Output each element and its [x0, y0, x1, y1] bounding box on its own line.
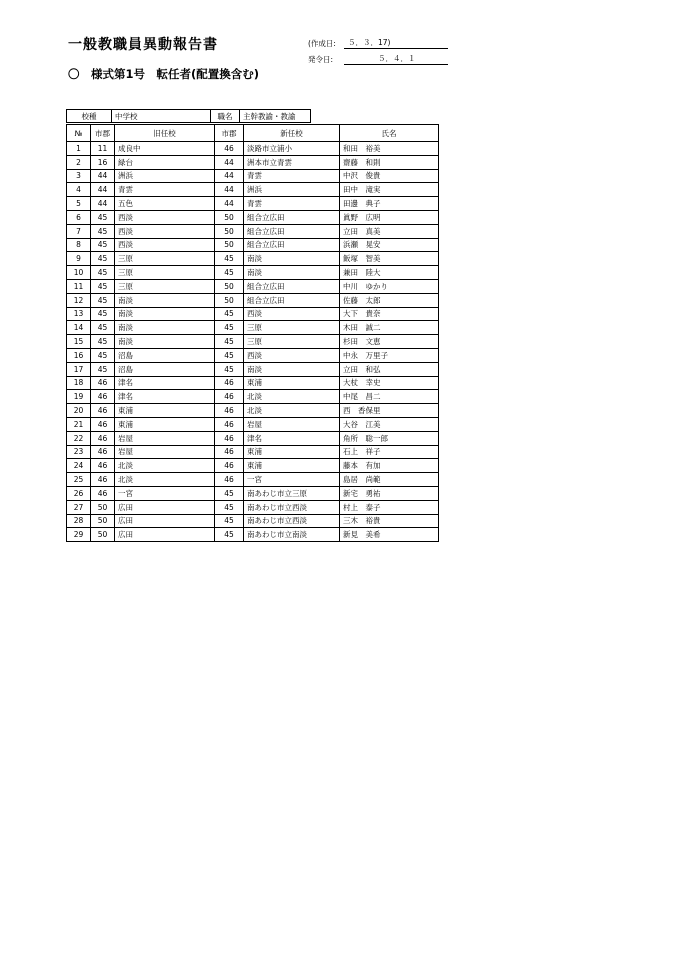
row-old-school: 南淡: [115, 293, 215, 307]
table-row: [67, 252, 439, 266]
row-old-school: 広田: [115, 514, 215, 528]
row-name: 立田 真美: [340, 224, 439, 238]
row-old-school: 五色: [115, 197, 215, 211]
row-new-school: 南淡: [244, 362, 340, 376]
table-header-row: [67, 125, 439, 142]
transfer-table: [66, 124, 439, 542]
row-old-city: 46: [91, 390, 115, 404]
table-row: [67, 445, 439, 459]
row-no: 19: [67, 390, 91, 404]
row-old-city: 50: [91, 528, 115, 542]
row-name: 角所 聡一郎: [340, 431, 439, 445]
row-new-city: 50: [215, 238, 244, 252]
row-name: 大杖 幸史: [340, 376, 439, 390]
row-new-city: 45: [215, 321, 244, 335]
row-name: 大谷 江美: [340, 417, 439, 431]
row-name: 大下 貴奈: [340, 307, 439, 321]
row-old-school: 青雲: [115, 183, 215, 197]
table-row: [67, 362, 439, 376]
row-old-city: 45: [91, 307, 115, 321]
row-old-city: 45: [91, 252, 115, 266]
header-no: №: [67, 125, 91, 142]
row-new-school: 南あわじ市立三原: [244, 486, 340, 500]
table-body: [67, 142, 439, 542]
row-new-city: 45: [215, 528, 244, 542]
row-old-city: 44: [91, 169, 115, 183]
row-new-school: 岩屋: [244, 417, 340, 431]
row-old-school: 南淡: [115, 335, 215, 349]
row-old-school: 沼島: [115, 348, 215, 362]
row-old-city: 45: [91, 266, 115, 280]
row-new-school: 組合立広田: [244, 238, 340, 252]
row-old-school: 東浦: [115, 404, 215, 418]
row-new-school: 津名: [244, 431, 340, 445]
row-name: 木田 誠二: [340, 321, 439, 335]
row-new-school: 一宮: [244, 473, 340, 487]
table-row: [67, 486, 439, 500]
row-old-city: 44: [91, 183, 115, 197]
row-new-city: 45: [215, 486, 244, 500]
row-name: 中川 ゆかり: [340, 279, 439, 293]
row-no: 11: [67, 279, 91, 293]
row-new-school: 組合立広田: [244, 293, 340, 307]
row-no: 23: [67, 445, 91, 459]
row-new-city: 46: [215, 142, 244, 156]
row-old-school: 沼島: [115, 362, 215, 376]
row-no: 15: [67, 335, 91, 349]
table-row: [67, 266, 439, 280]
row-no: 14: [67, 321, 91, 335]
row-new-city: 44: [215, 183, 244, 197]
table-row: [67, 155, 439, 169]
row-old-city: 45: [91, 279, 115, 293]
row-old-school: 広田: [115, 500, 215, 514]
row-new-school: 南あわじ市立西淡: [244, 500, 340, 514]
table-row: [67, 404, 439, 418]
row-old-school: 西淡: [115, 210, 215, 224]
row-new-school: 東浦: [244, 459, 340, 473]
row-new-city: 45: [215, 362, 244, 376]
table-row: [67, 528, 439, 542]
row-new-school: 南淡: [244, 266, 340, 280]
row-old-school: 岩屋: [115, 445, 215, 459]
row-no: 22: [67, 431, 91, 445]
row-new-city: 46: [215, 473, 244, 487]
row-no: 13: [67, 307, 91, 321]
row-new-school: 西淡: [244, 307, 340, 321]
row-name: 新見 美希: [340, 528, 439, 542]
row-old-city: 46: [91, 445, 115, 459]
table-row: [67, 514, 439, 528]
row-old-school: 北淡: [115, 459, 215, 473]
row-old-city: 46: [91, 417, 115, 431]
row-old-school: 三原: [115, 252, 215, 266]
row-old-city: 46: [91, 473, 115, 487]
row-new-city: 46: [215, 431, 244, 445]
school-type-label: 校種: [67, 110, 112, 123]
table-row: [67, 307, 439, 321]
row-name: 田邊 典子: [340, 197, 439, 211]
row-old-city: 46: [91, 459, 115, 473]
row-new-city: 46: [215, 417, 244, 431]
row-new-school: 青雲: [244, 169, 340, 183]
table-row: [67, 142, 439, 156]
row-old-school: 広田: [115, 528, 215, 542]
row-no: 10: [67, 266, 91, 280]
row-no: 28: [67, 514, 91, 528]
row-no: 16: [67, 348, 91, 362]
row-old-school: 緑台: [115, 155, 215, 169]
row-new-school: 三原: [244, 335, 340, 349]
row-new-school: 南あわじ市立西淡: [244, 514, 340, 528]
row-name: 和田 裕美: [340, 142, 439, 156]
created-date-label: (作成日:: [308, 39, 336, 48]
table-row: [67, 169, 439, 183]
row-no: 8: [67, 238, 91, 252]
row-old-city: 11: [91, 142, 115, 156]
table-row: [67, 473, 439, 487]
row-new-school: 三原: [244, 321, 340, 335]
row-name: 村上 泰子: [340, 500, 439, 514]
table-row: [67, 210, 439, 224]
row-old-city: 46: [91, 376, 115, 390]
row-no: 24: [67, 459, 91, 473]
row-no: 2: [67, 155, 91, 169]
header-old-school: 旧任校: [115, 125, 215, 142]
row-name: 齋藤 和則: [340, 155, 439, 169]
row-no: 3: [67, 169, 91, 183]
row-old-city: 45: [91, 321, 115, 335]
row-name: 立田 和弘: [340, 362, 439, 376]
table-row: [67, 321, 439, 335]
school-type-value: 中学校: [112, 110, 211, 123]
row-new-city: 44: [215, 155, 244, 169]
row-no: 4: [67, 183, 91, 197]
row-old-school: 東浦: [115, 417, 215, 431]
table-row: [67, 279, 439, 293]
row-new-city: 45: [215, 514, 244, 528]
table-row: [67, 348, 439, 362]
row-old-city: 46: [91, 404, 115, 418]
row-new-school: 北淡: [244, 390, 340, 404]
row-new-city: 46: [215, 376, 244, 390]
row-name: 杉田 文恵: [340, 335, 439, 349]
row-no: 18: [67, 376, 91, 390]
row-old-city: 45: [91, 335, 115, 349]
row-no: 12: [67, 293, 91, 307]
row-old-school: 三原: [115, 279, 215, 293]
row-new-city: 46: [215, 445, 244, 459]
row-old-school: 岩屋: [115, 431, 215, 445]
row-old-school: 一宮: [115, 486, 215, 500]
row-new-school: 青雲: [244, 197, 340, 211]
row-name: 浜瀬 晃安: [340, 238, 439, 252]
row-new-city: 50: [215, 279, 244, 293]
report-title: 一般教職員異動報告書: [68, 37, 218, 53]
row-name: 西 香保里: [340, 404, 439, 418]
header-name: 氏名: [340, 125, 439, 142]
category-table: [66, 109, 311, 123]
row-new-city: 45: [215, 335, 244, 349]
row-new-city: 50: [215, 293, 244, 307]
row-old-city: 44: [91, 197, 115, 211]
row-name: 兼田 陸大: [340, 266, 439, 280]
position-value: 主幹教諭・教諭: [240, 110, 311, 123]
row-new-city: 50: [215, 210, 244, 224]
header-old-city: 市郡: [91, 125, 115, 142]
row-old-school: 三原: [115, 266, 215, 280]
table-row: [67, 459, 439, 473]
row-new-school: 洲浜: [244, 183, 340, 197]
row-name: 三木 裕貴: [340, 514, 439, 528]
row-new-school: 洲本市立青雲: [244, 155, 340, 169]
row-new-school: 淡路市立浦小: [244, 142, 340, 156]
table-row: [67, 390, 439, 404]
row-old-school: 洲浜: [115, 169, 215, 183]
row-old-city: 45: [91, 238, 115, 252]
table-row: [67, 335, 439, 349]
row-new-city: 46: [215, 459, 244, 473]
row-name: 島居 尚範: [340, 473, 439, 487]
row-old-school: 北淡: [115, 473, 215, 487]
row-old-city: 50: [91, 500, 115, 514]
row-no: 21: [67, 417, 91, 431]
row-no: 25: [67, 473, 91, 487]
row-no: 5: [67, 197, 91, 211]
row-name: 佐藤 太郎: [340, 293, 439, 307]
row-new-school: 東浦: [244, 445, 340, 459]
row-new-school: 組合立広田: [244, 224, 340, 238]
table-row: [67, 183, 439, 197]
row-new-school: 北淡: [244, 404, 340, 418]
row-no: 29: [67, 528, 91, 542]
row-old-school: 西淡: [115, 224, 215, 238]
row-name: 中永 万里子: [340, 348, 439, 362]
row-name: 眞野 広明: [340, 210, 439, 224]
row-no: 26: [67, 486, 91, 500]
row-no: 27: [67, 500, 91, 514]
row-no: 1: [67, 142, 91, 156]
created-date-value: ５．３．17): [344, 38, 448, 49]
table-row: [67, 224, 439, 238]
table-row: [67, 500, 439, 514]
table-row: [67, 197, 439, 211]
table-row: [67, 376, 439, 390]
row-old-school: 南淡: [115, 307, 215, 321]
row-no: 9: [67, 252, 91, 266]
header-new-school: 新任校: [244, 125, 340, 142]
position-label: 職名: [211, 110, 240, 123]
row-name: 藤本 有加: [340, 459, 439, 473]
row-old-city: 50: [91, 514, 115, 528]
row-new-school: 組合立広田: [244, 279, 340, 293]
row-new-city: 44: [215, 197, 244, 211]
row-new-city: 45: [215, 307, 244, 321]
row-old-school: 津名: [115, 390, 215, 404]
issue-date-label: 発令日:: [308, 55, 334, 64]
row-new-city: 44: [215, 169, 244, 183]
table-row: [67, 238, 439, 252]
issue-date-value: ５．４．１: [344, 54, 448, 65]
table-row: [67, 417, 439, 431]
row-old-city: 46: [91, 431, 115, 445]
row-new-city: 45: [215, 266, 244, 280]
row-new-school: 南淡: [244, 252, 340, 266]
row-old-school: 成良中: [115, 142, 215, 156]
row-new-school: 南あわじ市立南淡: [244, 528, 340, 542]
row-new-city: 46: [215, 404, 244, 418]
row-old-city: 45: [91, 348, 115, 362]
row-no: 20: [67, 404, 91, 418]
table-row: [67, 431, 439, 445]
row-old-school: 西淡: [115, 238, 215, 252]
row-new-city: 50: [215, 224, 244, 238]
row-new-city: 45: [215, 252, 244, 266]
row-old-city: 45: [91, 210, 115, 224]
row-new-city: 45: [215, 500, 244, 514]
row-new-city: 45: [215, 348, 244, 362]
row-old-city: 45: [91, 293, 115, 307]
row-old-school: 津名: [115, 376, 215, 390]
row-name: 石上 祥子: [340, 445, 439, 459]
row-no: 7: [67, 224, 91, 238]
row-old-city: 45: [91, 224, 115, 238]
row-new-school: 西淡: [244, 348, 340, 362]
row-old-city: 46: [91, 486, 115, 500]
form-subtitle: 〇 様式第1号 転任者(配置換含む): [68, 67, 260, 81]
row-new-school: 組合立広田: [244, 210, 340, 224]
header-new-city: 市郡: [215, 125, 244, 142]
row-name: 飯塚 智美: [340, 252, 439, 266]
row-no: 6: [67, 210, 91, 224]
row-new-school: 東浦: [244, 376, 340, 390]
row-old-school: 南淡: [115, 321, 215, 335]
row-no: 17: [67, 362, 91, 376]
row-name: 中尾 昌二: [340, 390, 439, 404]
row-new-city: 46: [215, 390, 244, 404]
row-old-city: 45: [91, 362, 115, 376]
row-name: 田中 滝実: [340, 183, 439, 197]
table-row: [67, 293, 439, 307]
row-old-city: 16: [91, 155, 115, 169]
row-name: 新宅 勇祐: [340, 486, 439, 500]
row-name: 中沢 俊貴: [340, 169, 439, 183]
